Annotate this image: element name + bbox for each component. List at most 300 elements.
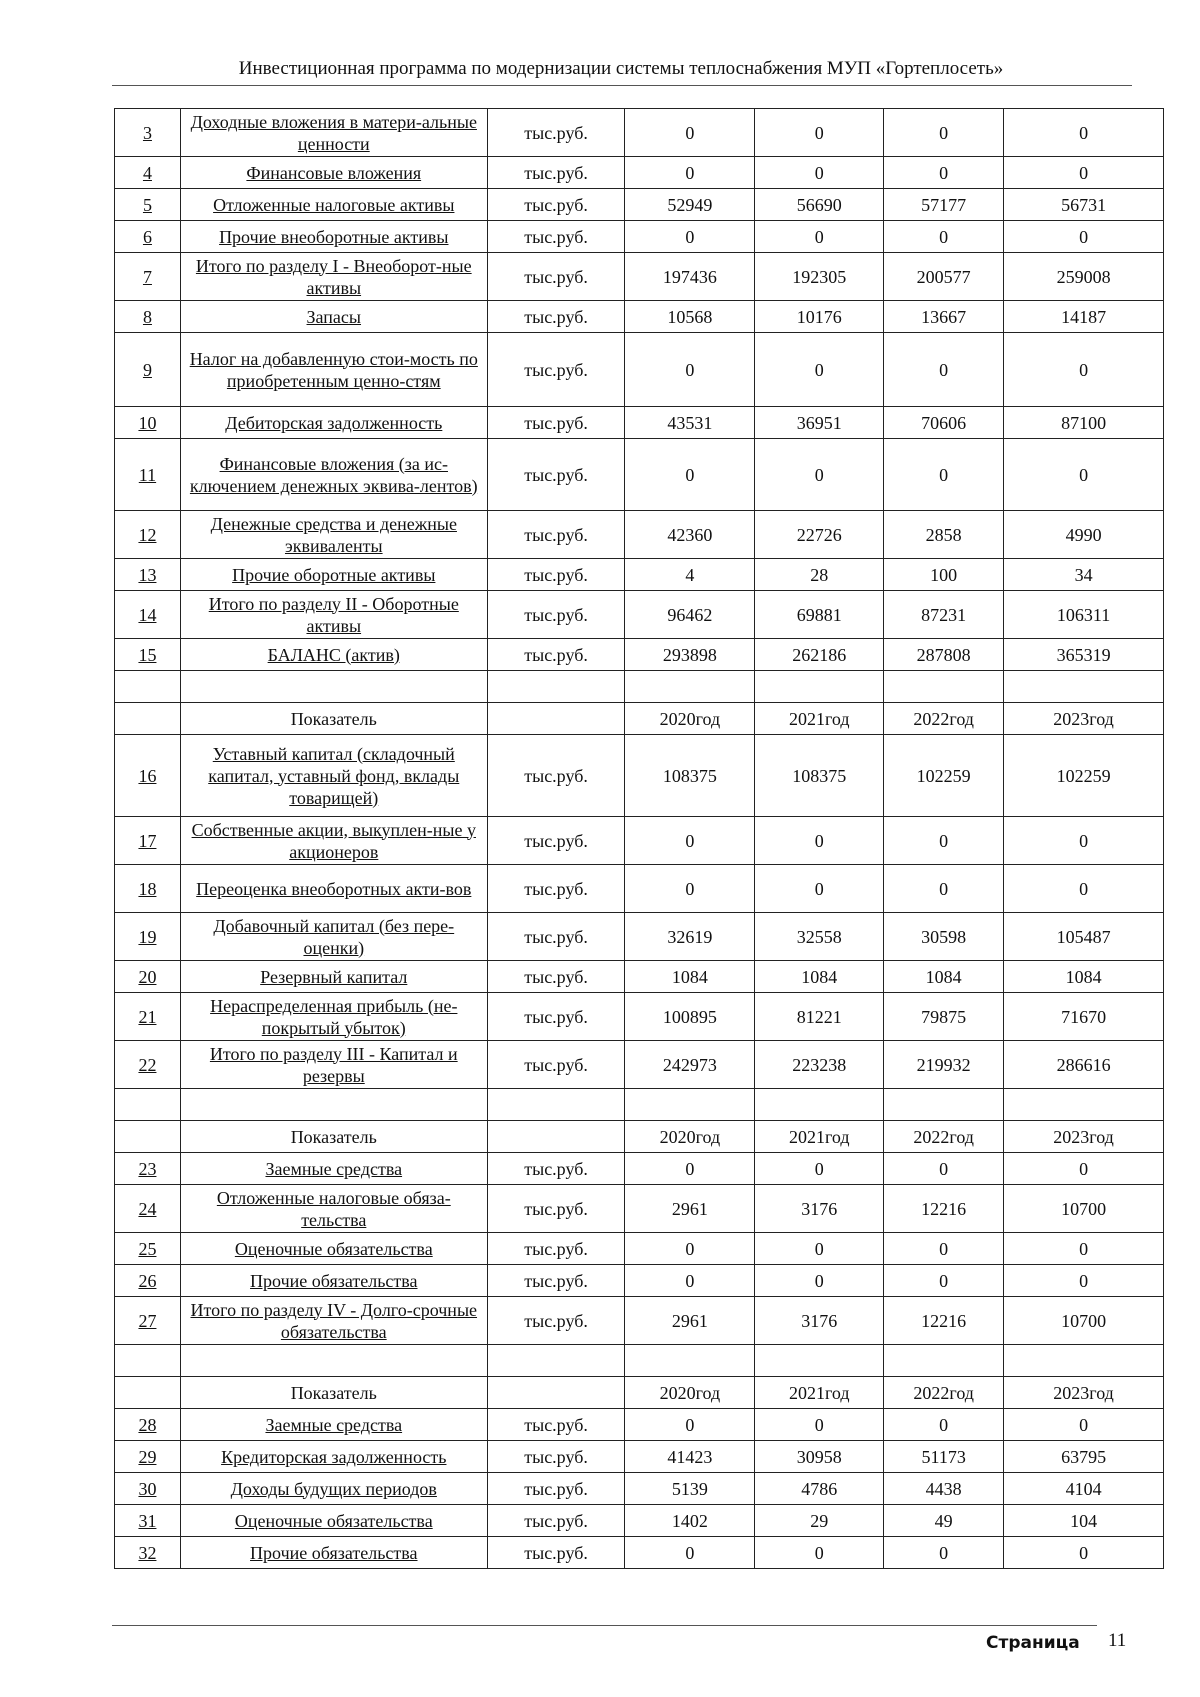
row-number-link[interactable]: 4 xyxy=(142,162,152,183)
row-number-link[interactable]: 29 xyxy=(138,1446,157,1467)
unit-cell: тыс.руб. xyxy=(487,189,625,221)
row-number-link[interactable]: 8 xyxy=(142,306,152,327)
empty-cell xyxy=(884,1345,1004,1377)
empty-cell xyxy=(625,1089,755,1121)
table-row xyxy=(115,189,1164,221)
unit-cell: тыс.руб. xyxy=(487,1233,625,1265)
unit-cell: тыс.руб. xyxy=(487,407,625,439)
row-number-link[interactable]: 24 xyxy=(138,1198,157,1219)
table-row xyxy=(115,591,1164,639)
row-number-link[interactable]: 6 xyxy=(142,226,152,247)
table-row xyxy=(115,993,1164,1041)
indicator-name-link[interactable]: Доходы будущих периодов xyxy=(230,1478,437,1499)
value-cell: 0 xyxy=(884,221,1004,253)
value-cell: 365319 xyxy=(1004,639,1164,671)
unit-cell: тыс.руб. xyxy=(487,993,625,1041)
row-number-link[interactable]: 12 xyxy=(138,524,157,545)
row-number-link[interactable]: 30 xyxy=(138,1478,157,1499)
value-cell: 0 xyxy=(755,1153,884,1185)
unit-cell: тыс.руб. xyxy=(487,591,625,639)
empty-cell xyxy=(884,1089,1004,1121)
value-cell: 10700 xyxy=(1004,1185,1164,1233)
indicator-name xyxy=(180,1265,487,1297)
value-cell: 0 xyxy=(755,1537,884,1569)
unit-cell: тыс.руб. xyxy=(487,961,625,993)
indicator-name xyxy=(180,439,487,511)
row-number-link[interactable]: 27 xyxy=(138,1310,157,1331)
indicator-name-link[interactable]: Кредиторская задолженность xyxy=(221,1446,447,1467)
indicator-name-link[interactable]: Заемные средства xyxy=(265,1158,403,1179)
row-number-link[interactable]: 20 xyxy=(138,966,157,987)
row-number-link[interactable]: 19 xyxy=(138,926,157,947)
indicator-name xyxy=(180,1505,487,1537)
row-number xyxy=(115,333,181,407)
empty-cell xyxy=(180,671,487,703)
column-header-year: 2023год xyxy=(1004,1121,1164,1153)
table-row xyxy=(115,735,1164,817)
row-number xyxy=(115,221,181,253)
indicator-name-link[interactable]: Налог на добавленную стои-мость по приобретенным ценно-стям xyxy=(189,348,478,391)
indicator-name xyxy=(180,1297,487,1345)
value-cell: 0 xyxy=(1004,1537,1164,1569)
indicator-name-link[interactable]: Оценочные обязательства xyxy=(234,1510,433,1531)
unit-cell: тыс.руб. xyxy=(487,109,625,157)
table-row xyxy=(115,1441,1164,1473)
value-cell: 0 xyxy=(884,157,1004,189)
indicator-name-link[interactable]: Прочие обязательства xyxy=(250,1542,418,1563)
row-number xyxy=(115,1505,181,1537)
unit-cell: тыс.руб. xyxy=(487,817,625,865)
row-number xyxy=(115,735,181,817)
value-cell: 0 xyxy=(755,1233,884,1265)
empty-cell xyxy=(625,671,755,703)
value-cell: 0 xyxy=(755,1265,884,1297)
value-cell: 4438 xyxy=(884,1473,1004,1505)
value-cell: 242973 xyxy=(625,1041,755,1089)
row-number xyxy=(115,1185,181,1233)
indicator-name xyxy=(180,1153,487,1185)
indicator-name xyxy=(180,993,487,1041)
row-number-link[interactable]: 21 xyxy=(138,1006,157,1027)
indicator-name xyxy=(180,735,487,817)
table-row xyxy=(115,961,1164,993)
header-divider xyxy=(112,85,1132,86)
empty-cell xyxy=(755,1345,884,1377)
row-number-link[interactable]: 9 xyxy=(142,359,152,380)
indicator-name-link[interactable]: Финансовые вложения (за ис-ключением денежных эквива-лентов) xyxy=(189,453,478,496)
value-cell: 0 xyxy=(884,333,1004,407)
indicator-name xyxy=(180,511,487,559)
indicator-name xyxy=(180,1185,487,1233)
value-cell: 63795 xyxy=(1004,1441,1164,1473)
row-number-link[interactable]: 17 xyxy=(138,830,157,851)
indicator-name-link[interactable]: БАЛАНС (актив) xyxy=(267,644,400,665)
empty-cell xyxy=(755,1089,884,1121)
unit-cell: тыс.руб. xyxy=(487,1441,625,1473)
unit-cell: тыс.руб. xyxy=(487,913,625,961)
row-number xyxy=(115,1441,181,1473)
unit-cell: тыс.руб. xyxy=(487,333,625,407)
value-cell: 0 xyxy=(884,1409,1004,1441)
table-row xyxy=(115,1233,1164,1265)
value-cell: 0 xyxy=(1004,1153,1164,1185)
unit-cell: тыс.руб. xyxy=(487,735,625,817)
table-row xyxy=(115,1185,1164,1233)
value-cell: 1084 xyxy=(625,961,755,993)
indicator-name-link[interactable]: Добавочный капитал (без пере-оценки) xyxy=(213,915,455,958)
column-header-year: 2022год xyxy=(884,1377,1004,1409)
table-row xyxy=(115,253,1164,301)
value-cell: 200577 xyxy=(884,253,1004,301)
value-cell: 0 xyxy=(884,1537,1004,1569)
value-cell: 192305 xyxy=(755,253,884,301)
value-cell: 87100 xyxy=(1004,407,1164,439)
footer-divider xyxy=(112,1625,1097,1626)
value-cell: 52949 xyxy=(625,189,755,221)
indicator-name-link[interactable]: Собственные акции, выкуплен-ные у акционеров xyxy=(191,819,476,862)
row-number-link[interactable]: 26 xyxy=(138,1270,157,1291)
row-number xyxy=(115,439,181,511)
row-number-link[interactable]: 13 xyxy=(138,564,157,585)
column-header-indicator: Показатель xyxy=(180,1121,487,1153)
empty-cell xyxy=(487,671,625,703)
indicator-name xyxy=(180,913,487,961)
indicator-name-link[interactable]: Отложенные налоговые обяза-тельства xyxy=(216,1187,451,1230)
value-cell: 0 xyxy=(1004,1233,1164,1265)
value-cell: 0 xyxy=(1004,221,1164,253)
row-number-link[interactable]: 3 xyxy=(142,122,152,143)
empty-cell xyxy=(115,1089,181,1121)
value-cell: 219932 xyxy=(884,1041,1004,1089)
value-cell: 0 xyxy=(625,221,755,253)
indicator-name xyxy=(180,157,487,189)
empty-cell xyxy=(180,1089,487,1121)
table-row xyxy=(115,439,1164,511)
unit-cell: тыс.руб. xyxy=(487,1153,625,1185)
row-number xyxy=(115,1297,181,1345)
indicator-name xyxy=(180,253,487,301)
row-number-link[interactable]: 31 xyxy=(138,1510,157,1531)
value-cell: 0 xyxy=(625,1537,755,1569)
indicator-name-link[interactable]: Прочие оборотные активы xyxy=(232,564,436,585)
table-row xyxy=(115,1153,1164,1185)
table-row xyxy=(115,639,1164,671)
row-number xyxy=(115,1041,181,1089)
indicator-name-link[interactable]: Уставный капитал (складочный капитал, уставный фонд, вклады товарищей) xyxy=(208,743,460,808)
page-header-title: Инвестиционная программа по модернизации системы теплоснабжения МУП «Гортеплосеть» xyxy=(238,58,1004,79)
value-cell: 41423 xyxy=(625,1441,755,1473)
column-header-year: 2023год xyxy=(1004,1377,1164,1409)
row-number-link[interactable]: 5 xyxy=(142,194,152,215)
row-number xyxy=(115,301,181,333)
empty-cell xyxy=(487,703,625,735)
value-cell: 56690 xyxy=(755,189,884,221)
value-cell: 29 xyxy=(755,1505,884,1537)
value-cell: 5139 xyxy=(625,1473,755,1505)
column-header-year: 2020год xyxy=(625,1377,755,1409)
row-number-link[interactable]: 7 xyxy=(142,266,152,287)
indicator-name-link[interactable]: Резервный капитал xyxy=(260,966,408,987)
row-number-link[interactable]: 32 xyxy=(138,1542,157,1563)
column-header-indicator: Показатель xyxy=(180,1377,487,1409)
table-row xyxy=(115,333,1164,407)
table-body xyxy=(115,109,1164,1569)
value-cell: 4990 xyxy=(1004,511,1164,559)
unit-cell: тыс.руб. xyxy=(487,1537,625,1569)
empty-cell xyxy=(884,671,1004,703)
indicator-name xyxy=(180,865,487,913)
indicator-name xyxy=(180,407,487,439)
value-cell: 102259 xyxy=(1004,735,1164,817)
column-header-year: 2021год xyxy=(755,703,884,735)
indicator-name-link[interactable]: Итого по разделу II - Оборотные активы xyxy=(208,593,459,636)
row-number xyxy=(115,817,181,865)
row-number-link[interactable]: 25 xyxy=(138,1238,157,1259)
value-cell: 108375 xyxy=(625,735,755,817)
table-row xyxy=(115,511,1164,559)
value-cell: 70606 xyxy=(884,407,1004,439)
indicator-name xyxy=(180,221,487,253)
value-cell: 69881 xyxy=(755,591,884,639)
row-number-link[interactable]: 23 xyxy=(138,1158,157,1179)
indicator-name xyxy=(180,1537,487,1569)
empty-cell xyxy=(1004,1089,1164,1121)
table-row xyxy=(115,407,1164,439)
value-cell: 1084 xyxy=(884,961,1004,993)
value-cell: 262186 xyxy=(755,639,884,671)
row-number xyxy=(115,1233,181,1265)
empty-cell xyxy=(487,1377,625,1409)
row-number xyxy=(115,913,181,961)
value-cell: 0 xyxy=(625,333,755,407)
value-cell: 0 xyxy=(755,333,884,407)
indicator-name-link[interactable]: Итого по разделу IV - Долго-срочные обязательства xyxy=(190,1299,478,1342)
table-row xyxy=(115,1505,1164,1537)
table-spacer-row xyxy=(115,1089,1164,1121)
value-cell: 100895 xyxy=(625,993,755,1041)
row-number xyxy=(115,157,181,189)
value-cell: 0 xyxy=(755,109,884,157)
value-cell: 0 xyxy=(1004,865,1164,913)
table-header-row xyxy=(115,1377,1164,1409)
row-number-link[interactable]: 15 xyxy=(138,644,157,665)
value-cell: 259008 xyxy=(1004,253,1164,301)
value-cell: 197436 xyxy=(625,253,755,301)
indicator-name-link[interactable]: Нераспределенная прибыль (не-покрытый убыток) xyxy=(210,995,458,1038)
table-spacer-row xyxy=(115,1345,1164,1377)
table-row xyxy=(115,1473,1164,1505)
indicator-name xyxy=(180,333,487,407)
unit-cell: тыс.руб. xyxy=(487,1185,625,1233)
row-number-link[interactable]: 14 xyxy=(138,604,157,625)
value-cell: 0 xyxy=(625,439,755,511)
row-number xyxy=(115,407,181,439)
value-cell: 1084 xyxy=(755,961,884,993)
row-number xyxy=(115,865,181,913)
empty-cell xyxy=(115,671,181,703)
value-cell: 3176 xyxy=(755,1185,884,1233)
column-header-year: 2020год xyxy=(625,1121,755,1153)
row-number-link[interactable]: 28 xyxy=(138,1414,157,1435)
indicator-name-link[interactable]: Итого по разделу III - Капитал и резервы xyxy=(209,1043,458,1086)
table-header-row xyxy=(115,703,1164,735)
value-cell: 4786 xyxy=(755,1473,884,1505)
value-cell: 0 xyxy=(1004,1409,1164,1441)
value-cell: 36951 xyxy=(755,407,884,439)
row-number xyxy=(115,109,181,157)
row-number-link[interactable]: 11 xyxy=(138,464,157,485)
indicator-name-link[interactable]: Запасы xyxy=(306,306,362,327)
value-cell: 0 xyxy=(755,865,884,913)
value-cell: 12216 xyxy=(884,1297,1004,1345)
unit-cell: тыс.руб. xyxy=(487,559,625,591)
value-cell: 0 xyxy=(1004,333,1164,407)
value-cell: 0 xyxy=(884,109,1004,157)
unit-cell: тыс.руб. xyxy=(487,865,625,913)
column-header-year: 2023год xyxy=(1004,703,1164,735)
empty-cell xyxy=(625,1345,755,1377)
row-number-link[interactable]: 16 xyxy=(138,765,157,786)
value-cell: 2961 xyxy=(625,1297,755,1345)
unit-cell: тыс.руб. xyxy=(487,221,625,253)
value-cell: 28 xyxy=(755,559,884,591)
value-cell: 0 xyxy=(884,1265,1004,1297)
row-number xyxy=(115,1409,181,1441)
value-cell: 0 xyxy=(625,1153,755,1185)
indicator-name-link[interactable]: Заемные средства xyxy=(265,1414,403,1435)
indicator-name xyxy=(180,109,487,157)
row-number xyxy=(115,1153,181,1185)
value-cell: 79875 xyxy=(884,993,1004,1041)
footer-page-label: Страница xyxy=(986,1633,1080,1653)
indicator-name-link[interactable]: Доходные вложения в матери-альные ценности xyxy=(190,111,477,154)
column-header-year: 2020год xyxy=(625,703,755,735)
row-number xyxy=(115,639,181,671)
empty-cell xyxy=(115,1377,181,1409)
row-number-link[interactable]: 18 xyxy=(138,878,157,899)
indicator-name xyxy=(180,817,487,865)
value-cell: 0 xyxy=(625,817,755,865)
empty-cell xyxy=(1004,671,1164,703)
indicator-name-link[interactable]: Итого по разделу I - Внеоборот-ные активы xyxy=(195,255,472,298)
value-cell: 1084 xyxy=(1004,961,1164,993)
indicator-name-link[interactable]: Прочие обязательства xyxy=(250,1270,418,1291)
value-cell: 4104 xyxy=(1004,1473,1164,1505)
row-number xyxy=(115,511,181,559)
row-number xyxy=(115,591,181,639)
value-cell: 0 xyxy=(884,439,1004,511)
table-row xyxy=(115,559,1164,591)
value-cell: 0 xyxy=(625,1265,755,1297)
value-cell: 0 xyxy=(884,817,1004,865)
indicator-name xyxy=(180,639,487,671)
value-cell: 32558 xyxy=(755,913,884,961)
indicator-name-link[interactable]: Переоценка внеоборотных акти-вов xyxy=(196,878,472,899)
table-row xyxy=(115,109,1164,157)
empty-cell xyxy=(487,1121,625,1153)
indicator-name xyxy=(180,301,487,333)
indicator-name-link[interactable]: Финансовые вложения xyxy=(246,162,422,183)
value-cell: 56731 xyxy=(1004,189,1164,221)
row-number-link[interactable]: 22 xyxy=(138,1054,157,1075)
table-row xyxy=(115,817,1164,865)
value-cell: 0 xyxy=(625,1233,755,1265)
footer-page-number: 11 xyxy=(1108,1630,1127,1651)
unit-cell: тыс.руб. xyxy=(487,253,625,301)
value-cell: 286616 xyxy=(1004,1041,1164,1089)
indicator-name-link[interactable]: Прочие внеоборотные активы xyxy=(219,226,449,247)
value-cell: 2858 xyxy=(884,511,1004,559)
value-cell: 51173 xyxy=(884,1441,1004,1473)
indicator-name xyxy=(180,1041,487,1089)
value-cell: 0 xyxy=(755,817,884,865)
row-number xyxy=(115,189,181,221)
value-cell: 0 xyxy=(884,1153,1004,1185)
value-cell: 10568 xyxy=(625,301,755,333)
value-cell: 223238 xyxy=(755,1041,884,1089)
empty-cell xyxy=(487,1089,625,1121)
unit-cell: тыс.руб. xyxy=(487,439,625,511)
indicator-name xyxy=(180,591,487,639)
column-header-year: 2021год xyxy=(755,1121,884,1153)
value-cell: 4 xyxy=(625,559,755,591)
table-row xyxy=(115,913,1164,961)
value-cell: 30958 xyxy=(755,1441,884,1473)
indicator-name xyxy=(180,189,487,221)
value-cell: 81221 xyxy=(755,993,884,1041)
value-cell: 1402 xyxy=(625,1505,755,1537)
unit-cell: тыс.руб. xyxy=(487,301,625,333)
financial-indicators-table xyxy=(114,108,1164,1569)
row-number xyxy=(115,253,181,301)
table-row xyxy=(115,1265,1164,1297)
value-cell: 0 xyxy=(625,865,755,913)
indicator-name xyxy=(180,1473,487,1505)
value-cell: 0 xyxy=(755,439,884,511)
unit-cell: тыс.руб. xyxy=(487,511,625,559)
value-cell: 0 xyxy=(1004,109,1164,157)
value-cell: 0 xyxy=(625,109,755,157)
row-number-link[interactable]: 10 xyxy=(138,412,157,433)
table-row xyxy=(115,1041,1164,1089)
value-cell: 0 xyxy=(1004,439,1164,511)
value-cell: 14187 xyxy=(1004,301,1164,333)
empty-cell xyxy=(180,1345,487,1377)
value-cell: 293898 xyxy=(625,639,755,671)
value-cell: 104 xyxy=(1004,1505,1164,1537)
indicator-name-link[interactable]: Денежные средства и денежные эквиваленты xyxy=(210,513,457,556)
unit-cell: тыс.руб. xyxy=(487,157,625,189)
table-spacer-row xyxy=(115,671,1164,703)
value-cell: 0 xyxy=(1004,817,1164,865)
value-cell: 49 xyxy=(884,1505,1004,1537)
table-row xyxy=(115,1537,1164,1569)
column-header-year: 2022год xyxy=(884,703,1004,735)
value-cell: 12216 xyxy=(884,1185,1004,1233)
value-cell: 34 xyxy=(1004,559,1164,591)
value-cell: 10700 xyxy=(1004,1297,1164,1345)
value-cell: 87231 xyxy=(884,591,1004,639)
empty-cell xyxy=(115,1121,181,1153)
value-cell: 0 xyxy=(625,1409,755,1441)
indicator-name-link[interactable]: Дебиторская задолженность xyxy=(225,412,443,433)
value-cell: 71670 xyxy=(1004,993,1164,1041)
value-cell: 108375 xyxy=(755,735,884,817)
value-cell: 42360 xyxy=(625,511,755,559)
empty-cell xyxy=(115,703,181,735)
indicator-name-link[interactable]: Оценочные обязательства xyxy=(234,1238,433,1259)
indicator-name-link[interactable]: Отложенные налоговые активы xyxy=(213,194,455,215)
